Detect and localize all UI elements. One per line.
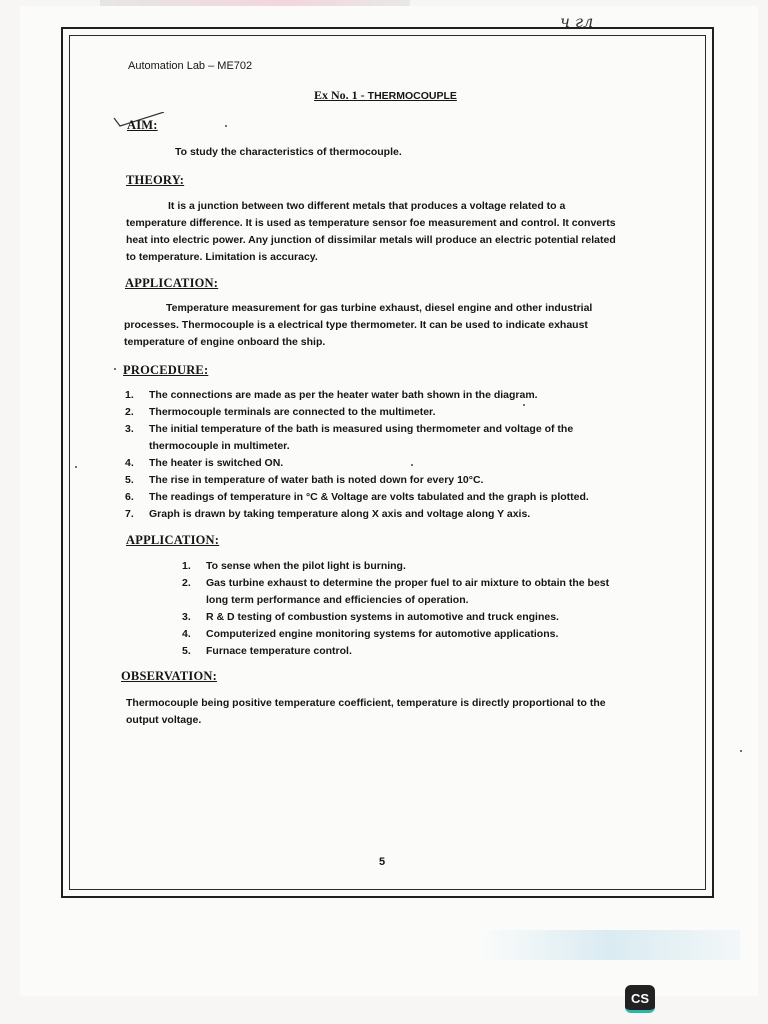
step-number: 5. (125, 474, 134, 486)
theory-line: It is a junction between two different metals that produces a voltage related to a (168, 200, 566, 212)
procedure-step (125, 506, 589, 523)
procedure-step (125, 421, 589, 455)
application-list-heading: APPLICATION: (126, 533, 220, 547)
theory-line: heat into electric power. Any junction of dissimilar metals will produce an electric potential related (126, 234, 616, 246)
application-list (182, 558, 609, 660)
application-item (182, 558, 609, 575)
application-item (182, 575, 609, 609)
procedure-step (125, 455, 589, 472)
theory-paragraph (126, 198, 616, 266)
item-text: R & D testing of combustion systems in automotive and truck engines. (206, 611, 559, 623)
item-number: 2. (182, 577, 191, 589)
experiment-title (314, 88, 457, 103)
procedure-step (125, 472, 589, 489)
step-number: 7. (125, 508, 134, 520)
step-text: The initial temperature of the bath is measured using thermometer and voltage of the (149, 423, 574, 435)
item-number: 3. (182, 611, 191, 623)
application-item (182, 643, 609, 660)
item-text: Furnace temperature control. (206, 645, 352, 657)
step-number: 4. (125, 457, 134, 469)
step-text: thermocouple in multimeter. (149, 440, 290, 452)
page-number: 5 (379, 856, 386, 868)
observation-line: output voltage. (126, 714, 202, 726)
step-number: 1. (125, 389, 134, 401)
handwritten-mark: ч гл (560, 12, 594, 31)
experiment-name: THERMOCOUPLE (367, 90, 457, 102)
scan-speck (75, 466, 77, 468)
observation-line: Thermocouple being positive temperature coefficient, temperature is directly proportional to the (126, 697, 606, 709)
procedure-heading: PROCEDURE: (123, 363, 209, 377)
procedure-step (125, 489, 589, 506)
scan-speck (114, 368, 116, 370)
application-item (182, 609, 609, 626)
procedure-step (125, 404, 589, 421)
application-heading: APPLICATION: (125, 276, 219, 290)
item-text: Gas turbine exhaust to determine the proper fuel to air mixture to obtain the best (206, 577, 610, 589)
step-text: Graph is drawn by taking temperature along X axis and voltage along Y axis. (149, 508, 531, 520)
procedure-list (125, 387, 589, 523)
experiment-number: Ex No. 1 - (314, 88, 368, 102)
scan-speck (523, 404, 525, 406)
theory-heading: THEORY: (126, 173, 185, 187)
application-line: temperature of engine onboard the ship. (124, 336, 326, 348)
item-text: Computerized engine monitoring systems for automotive applications. (206, 628, 559, 640)
theory-line: to temperature. Limitation is accuracy. (126, 251, 318, 263)
item-text: long term performance and efficiencies of operation. (206, 594, 469, 606)
step-number: 2. (125, 406, 134, 418)
scan-haze (480, 930, 740, 960)
item-number: 1. (182, 560, 191, 572)
aim-heading: AIM: (127, 118, 158, 132)
observation-heading: OBSERVATION: (121, 669, 217, 683)
application-line: processes. Thermocouple is a electrical type thermometer. It can be used to indicate exhaust (124, 319, 588, 331)
step-text: Thermocouple terminals are connected to the multimeter. (149, 406, 436, 418)
step-text: The readings of temperature in °C & Voltage are volts tabulated and the graph is plotted. (149, 491, 589, 503)
item-text: To sense when the pilot light is burning. (206, 560, 406, 572)
application-item (182, 626, 609, 643)
lab-header: Automation Lab – ME702 (128, 60, 253, 72)
item-number: 5. (182, 645, 191, 657)
item-number: 4. (182, 628, 191, 640)
step-text: The heater is switched ON. (149, 457, 284, 469)
scan-speck (225, 125, 227, 127)
top-edge-strip (100, 0, 410, 6)
step-text: The rise in temperature of water bath is noted down for every 10°C. (149, 474, 484, 486)
aim-text (175, 144, 402, 161)
step-number: 6. (125, 491, 134, 503)
observation-paragraph (126, 695, 606, 729)
procedure-step (125, 387, 589, 404)
application-paragraph (124, 300, 592, 351)
application-line: Temperature measurement for gas turbine exhaust, diesel engine and other industrial (166, 302, 593, 314)
camscanner-logo-icon: CS (625, 985, 655, 1013)
theory-line: temperature difference. It is used as temperature sensor foe measurement and control. It converts (126, 217, 616, 229)
scan-speck (740, 750, 742, 752)
scan-speck (411, 464, 413, 466)
step-text: The connections are made as per the heater water bath shown in the diagram. (149, 389, 538, 401)
step-number: 3. (125, 423, 134, 435)
aim-line: To study the characteristics of thermocouple. (175, 146, 402, 158)
